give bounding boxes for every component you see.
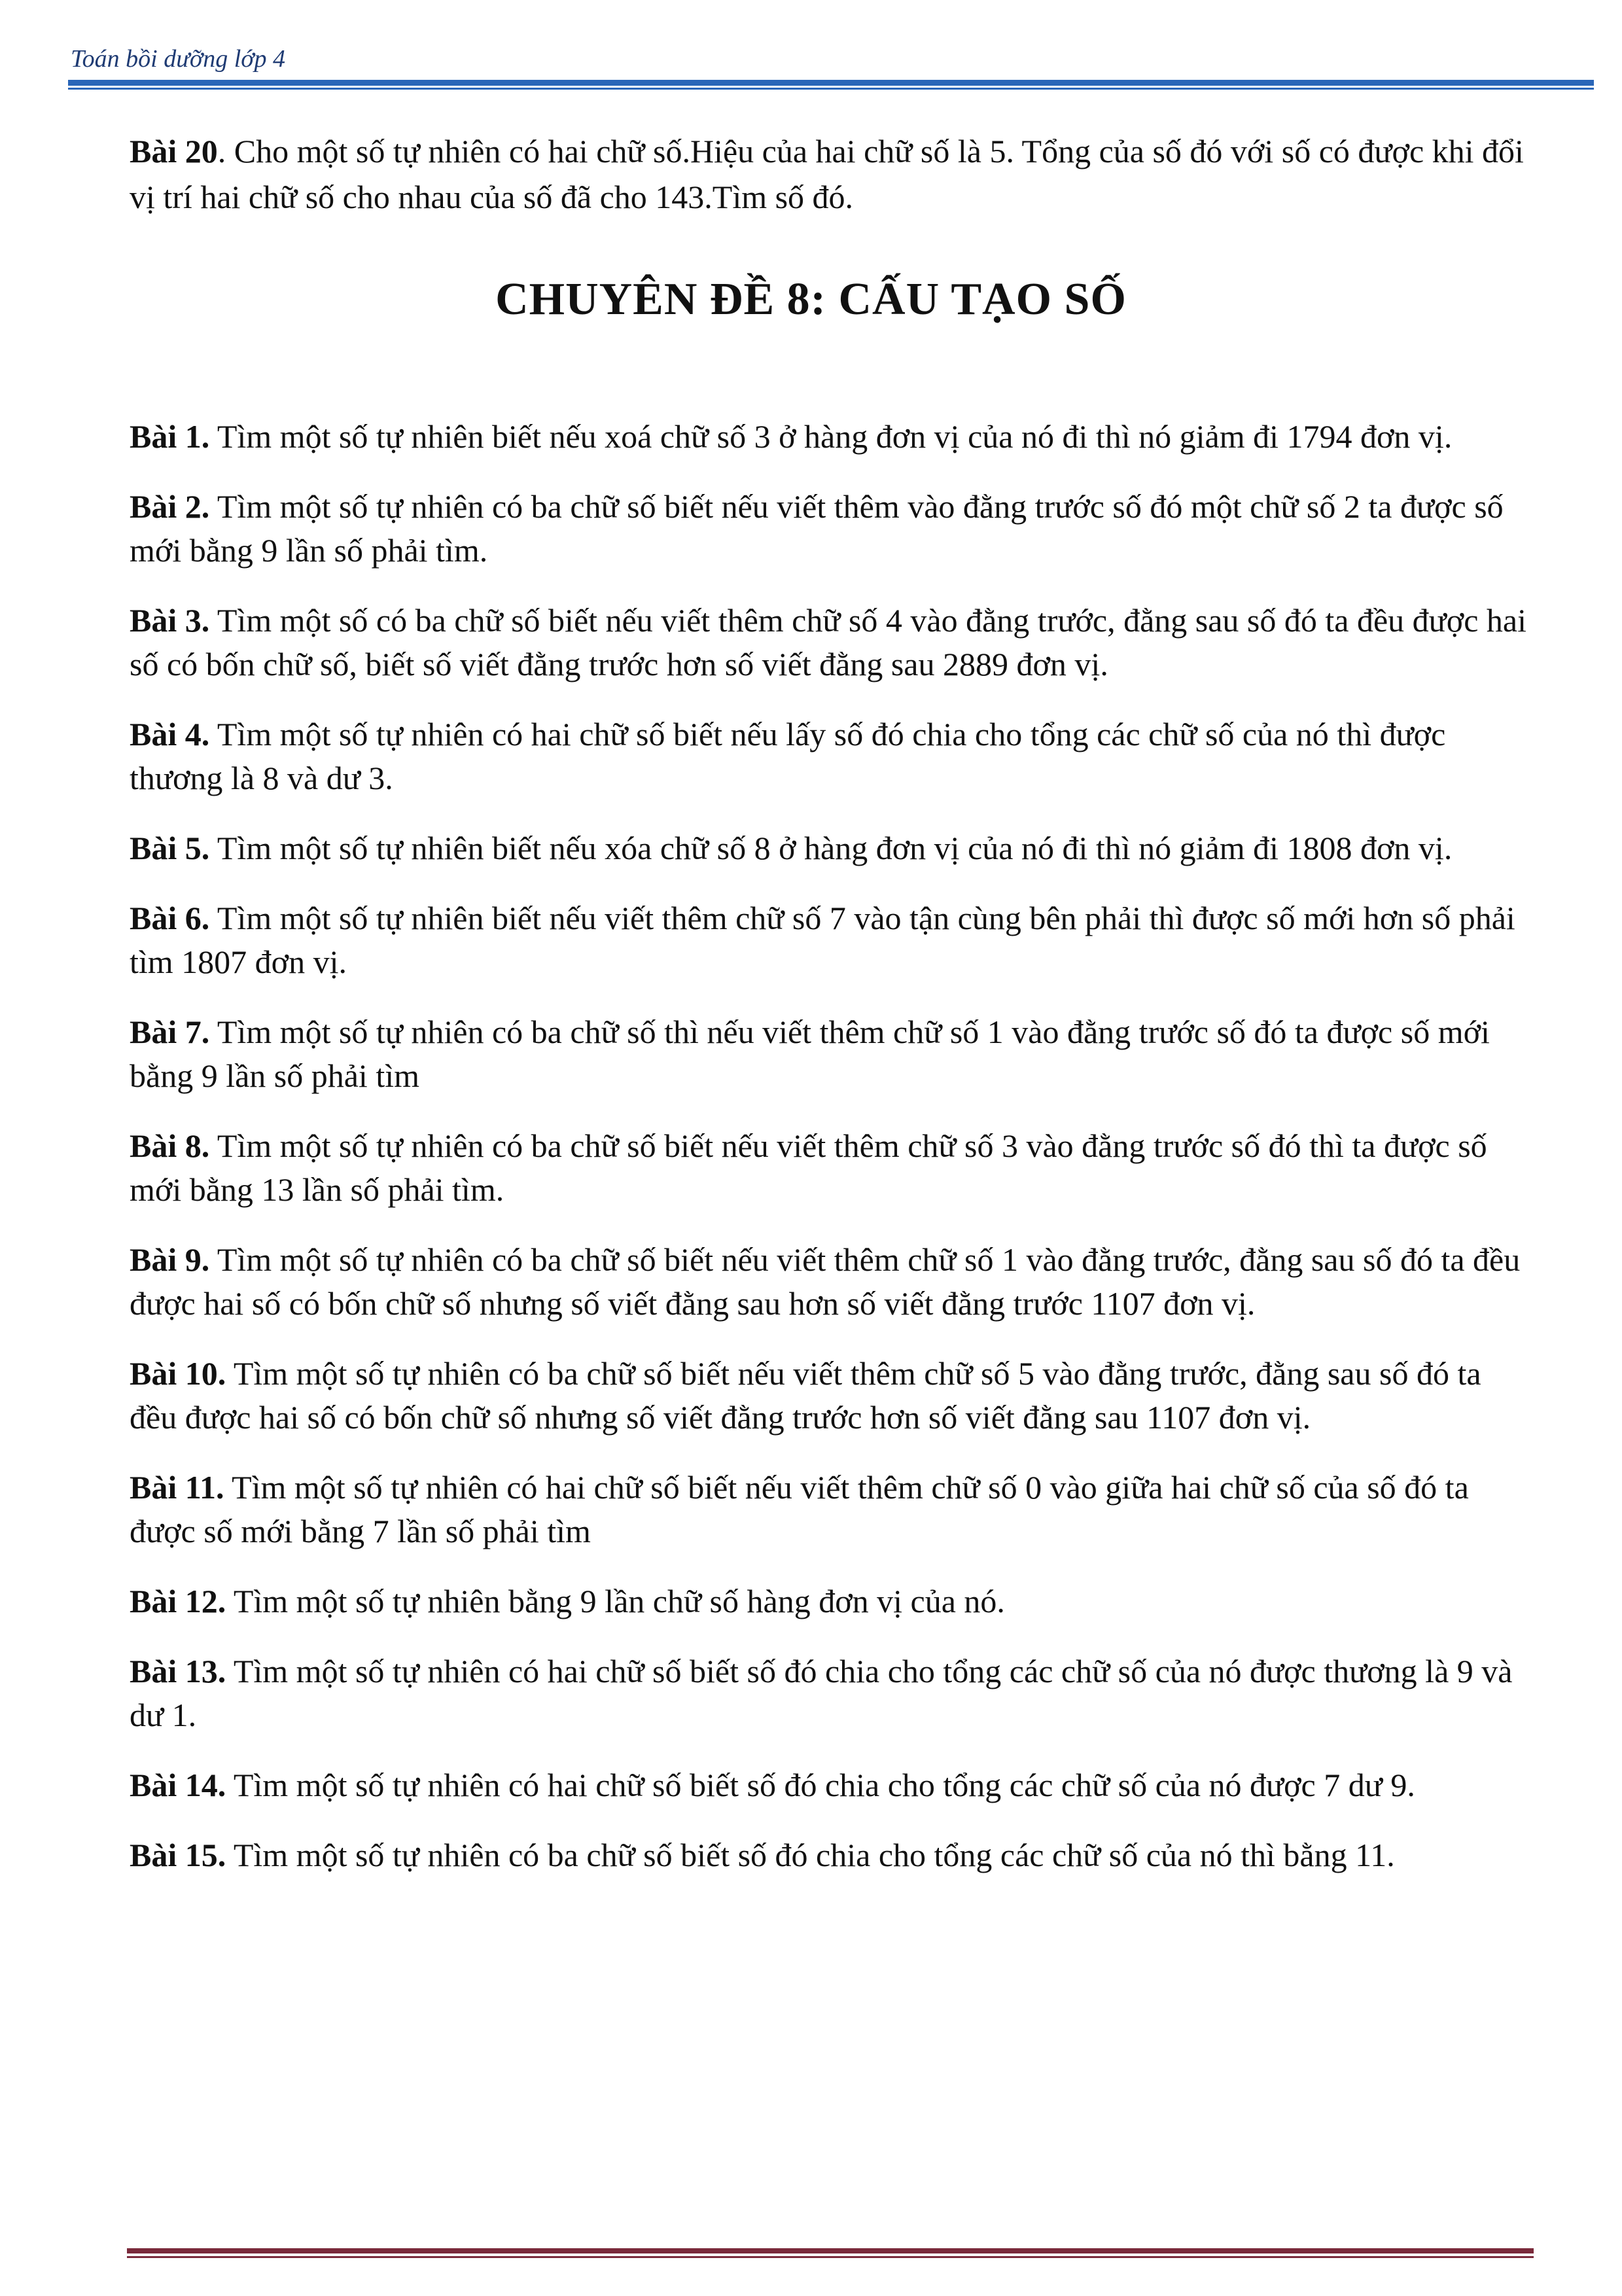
problem-item (130, 713, 1536, 800)
problem-label: Bài 20 (130, 133, 218, 169)
problem-item (130, 1580, 1536, 1623)
problem-text: Tìm một số tự nhiên có ba chữ số biết số đó chia cho tổng các chữ số của nó thì bằng 11. (226, 1837, 1395, 1873)
problem-label: Bài 1. (130, 418, 210, 455)
problem-item (130, 1763, 1536, 1807)
problem-text: Tìm một số tự nhiên có hai chữ số biết nếu viết thêm chữ số 0 vào giữa hai chữ số của số đó ta được số mới bằng 7 lần số phải tìm (130, 1469, 1469, 1549)
footer-rule-thin (127, 2256, 1534, 2258)
problem-label: Bài 10. (130, 1355, 226, 1392)
problem-text: Tìm một số tự nhiên có ba chữ số biết nếu viết thêm chữ số 1 vào đằng trước, đằng sau số đó ta đều được hai số có bốn chữ số nhưng số viết đằng sau hơn số viết đằng trước 1107 đơn vị. (130, 1241, 1521, 1322)
problem-list (130, 415, 1536, 1903)
problem-item (130, 415, 1536, 459)
problem-text: Tìm một số tự nhiên bằng 9 lần chữ số hàng đơn vị của nó. (226, 1583, 1005, 1619)
problem-label: Bài 4. (130, 716, 210, 752)
problem-item (130, 599, 1536, 686)
problem-item (130, 896, 1536, 984)
problem-item (130, 1238, 1536, 1326)
header-rule (68, 80, 1594, 86)
problem-item (130, 1833, 1536, 1877)
problem-item (130, 485, 1536, 573)
problem-label: Bài 9. (130, 1241, 210, 1278)
problem-20 (130, 128, 1536, 220)
problem-text: Tìm một số tự nhiên có hai chữ số biết số đó chia cho tổng các chữ số của nó được 7 dư 9. (226, 1767, 1415, 1803)
problem-item (130, 1650, 1536, 1737)
problem-text: Tìm một số tự nhiên có ba chữ số biết nếu viết thêm chữ số 3 vào đằng trước số đó thì ta được số mới bằng 13 lần số phải tìm. (130, 1127, 1487, 1208)
problem-label: Bài 11. (130, 1469, 224, 1506)
problem-label: Bài 7. (130, 1014, 210, 1050)
problem-text: Tìm một số tự nhiên có ba chữ số biết nếu viết thêm chữ số 5 vào đằng trước, đằng sau số đó ta đều được hai số có bốn chữ số nhưng số viết đằng trước hơn số viết đằng sau 1107 đơn vị. (130, 1355, 1481, 1436)
problem-text: Tìm một số tự nhiên có hai chữ số biết số đó chia cho tổng các chữ số của nó được thương là 9 và dư 1. (130, 1653, 1513, 1733)
problem-label: Bài 5. (130, 830, 210, 866)
problem-text: Tìm một số có ba chữ số biết nếu viết thêm chữ số 4 vào đằng trước, đằng sau số đó ta đều được hai số có bốn chữ số, biết số viết đằng trước hơn số viết đằng sau 2889 đơn vị. (130, 602, 1526, 682)
problem-label: Bài 12. (130, 1583, 226, 1619)
problem-text: . Cho một số tự nhiên có hai chữ số.Hiệu của hai chữ số là 5. Tổng của số đó với số có được khi đổi vị trí hai chữ số cho nhau của số đã cho 143.Tìm số đó. (130, 133, 1524, 215)
footer-rule (127, 2248, 1534, 2253)
problem-label: Bài 3. (130, 602, 210, 639)
problem-text: Tìm một số tự nhiên có ba chữ số thì nếu viết thêm chữ số 1 vào đằng trước số đó ta được số mới bằng 9 lần số phải tìm (130, 1014, 1490, 1094)
problem-item (130, 1352, 1536, 1439)
chapter-title: CHUYÊN ĐỀ 8: CẤU TẠO SỐ (495, 274, 1127, 325)
problem-label: Bài 15. (130, 1837, 226, 1873)
header-rule-thin (68, 88, 1594, 90)
problem-item (130, 826, 1536, 870)
problem-item (130, 1466, 1536, 1553)
problem-label: Bài 6. (130, 900, 210, 936)
problem-text: Tìm một số tự nhiên có hai chữ số biết nếu lấy số đó chia cho tổng các chữ số của nó thì được thương là 8 và dư 3. (130, 716, 1446, 796)
problem-text: Tìm một số tự nhiên biết nếu xoá chữ số 3 ở hàng đơn vị của nó đi thì nó giảm đi 1794 đơn vị. (209, 418, 1453, 455)
problem-text: Tìm một số tự nhiên biết nếu xóa chữ số 8 ở hàng đơn vị của nó đi thì nó giảm đi 1808 đơn vị. (209, 830, 1453, 866)
page-header-title: Toán bồi dưỡng lớp 4 (71, 45, 286, 73)
problem-label: Bài 13. (130, 1653, 226, 1689)
problem-label: Bài 14. (130, 1767, 226, 1803)
problem-item (130, 1010, 1536, 1098)
problem-label: Bài 2. (130, 488, 210, 525)
problem-text: Tìm một số tự nhiên có ba chữ số biết nếu viết thêm vào đằng trước số đó một chữ số 2 ta được số mới bằng 9 lần số phải tìm. (130, 488, 1504, 569)
problem-item (130, 1124, 1536, 1212)
problem-text: Tìm một số tự nhiên biết nếu viết thêm chữ số 7 vào tận cùng bên phải thì được số mới hơn số phải tìm 1807 đơn vị. (130, 900, 1515, 980)
problem-label: Bài 8. (130, 1127, 210, 1164)
